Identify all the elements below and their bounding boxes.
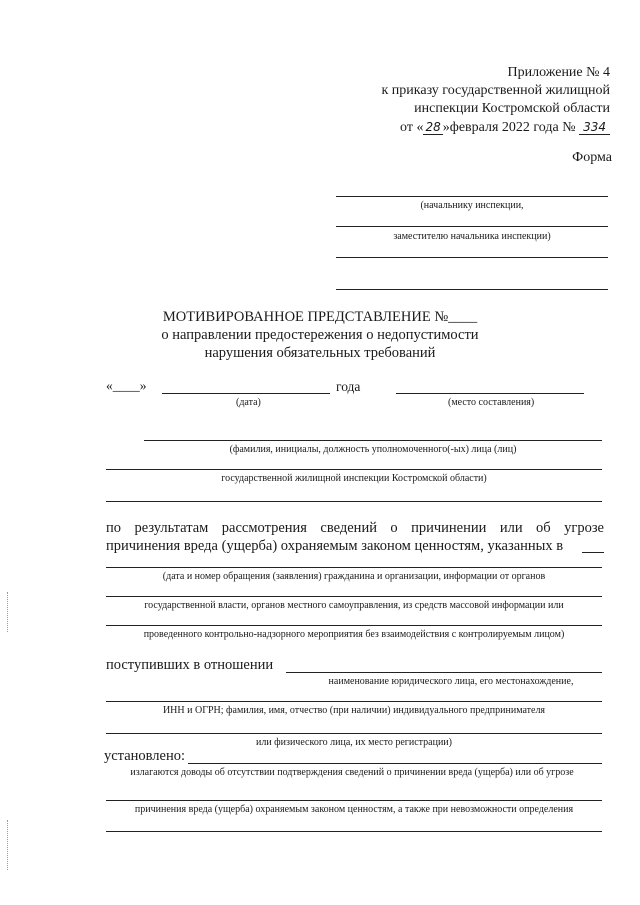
addressee-line-1[interactable] <box>336 196 608 197</box>
addressee-caption-2: заместителю начальника инспекции) <box>393 231 551 242</box>
date-caption: (дата) <box>236 397 261 408</box>
official-line-3[interactable] <box>106 501 602 502</box>
order-reference: к приказу государственной жилищной <box>381 83 610 98</box>
received-line-2[interactable] <box>106 701 602 702</box>
consideration-line-c[interactable] <box>106 625 602 626</box>
header-block <box>290 64 610 137</box>
date-prefix: от « <box>400 120 424 135</box>
established-line-1[interactable] <box>188 763 602 764</box>
date-suffix: »февраля 2022 года № <box>442 120 576 135</box>
date-quote: «____» <box>106 378 147 393</box>
received-caption-2: ИНН и ОГРН; фамилия, имя, отчество (при наличии) индивидуального предпринимателя <box>162 705 546 716</box>
handwritten-order-number: 334 <box>579 120 610 135</box>
official-caption-1: (фамилия, инициалы, должность уполномоченного(-ых) лица (лиц) <box>229 444 517 455</box>
title-sub-2: нарушения обязательных требований <box>204 345 436 361</box>
title-sub-1: о направлении предостережения о недопустимости <box>161 327 479 343</box>
document-title <box>60 308 580 362</box>
addressee-line-2[interactable] <box>336 226 608 227</box>
appendix-number: Приложение № 4 <box>507 65 610 80</box>
established-caption-2: причинения вреда (ущерба) охраняемым законом ценностям, а также при невозможности определения <box>134 804 574 815</box>
order-date-line <box>290 118 610 137</box>
established-caption-1: излагаются доводы об отсутствии подтверждения сведений о причинении вреда (ущерба) или об угрозе <box>130 767 574 778</box>
consideration-line-2: причинения вреда (ущерба) охраняемым законом ценностям, указанных в <box>106 538 564 554</box>
title-main: МОТИВИРОВАННОЕ ПРЕДСТАВЛЕНИЕ №____ <box>162 309 478 325</box>
received-label: поступивших в отношении <box>106 657 274 673</box>
scan-mark-1 <box>7 592 10 632</box>
handwritten-day: 28 <box>425 120 441 134</box>
consideration-inline-blank[interactable] <box>582 552 604 553</box>
official-caption-2: государственной жилищной инспекции Костромской области) <box>221 473 487 484</box>
date-field-line[interactable] <box>162 393 330 394</box>
received-line-3[interactable] <box>106 733 602 734</box>
inspection-name: инспекции Костромской области <box>414 101 610 116</box>
addressee-line-4[interactable] <box>336 289 608 290</box>
scan-mark-2 <box>7 820 10 870</box>
addressee-caption-1: (начальнику инспекции, <box>420 200 524 211</box>
consideration-caption-2: государственной власти, органов местного самоуправления, из средств массовой информации или <box>144 600 564 611</box>
place-caption: (место составления) <box>448 397 535 408</box>
received-caption-1: наименование юридического лица, его местонахождение, <box>328 676 574 687</box>
consideration-caption-3: проведенного контрольно-надзорного мероприятия без взаимодействия с контролируемым лицом) <box>143 629 565 640</box>
year-word: года <box>336 379 361 394</box>
established-label: установлено: <box>104 748 186 764</box>
form-label: Форма <box>572 150 612 165</box>
consideration-line-a[interactable] <box>106 567 602 568</box>
established-line-3[interactable] <box>106 831 602 832</box>
place-field-line[interactable] <box>396 393 584 394</box>
official-line-1[interactable] <box>144 440 602 441</box>
consideration-line-1: по результатам рассмотрения сведений о причинении или об угрозе <box>106 520 604 536</box>
received-caption-3: или физического лица, их место регистрации) <box>255 737 452 748</box>
official-line-2[interactable] <box>106 469 602 470</box>
consideration-caption-1: (дата и номер обращения (заявления) гражданина и организации, информации от органов <box>162 571 546 582</box>
addressee-line-3[interactable] <box>336 257 608 258</box>
received-line-1[interactable] <box>286 672 602 673</box>
consideration-line-b[interactable] <box>106 596 602 597</box>
established-line-2[interactable] <box>106 800 602 801</box>
